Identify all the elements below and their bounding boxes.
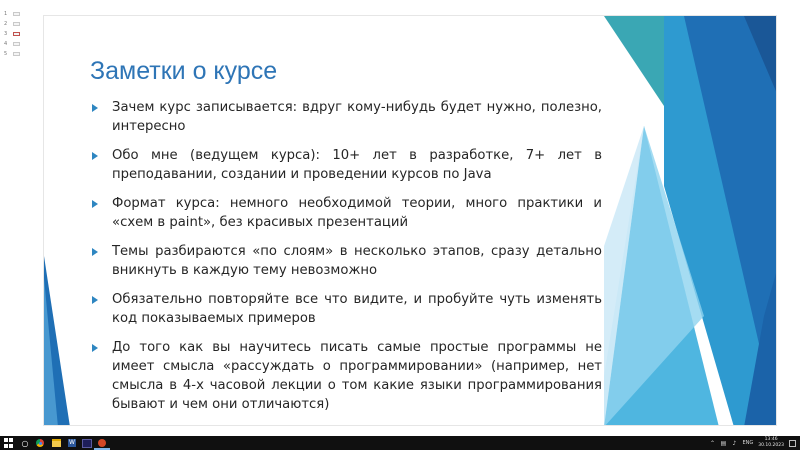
language-indicator[interactable]: ENG <box>742 440 754 446</box>
slide-number: 2 <box>4 21 8 27</box>
bullet-list <box>90 98 602 424</box>
slide-number: 3 <box>4 31 8 37</box>
slide-thumbnail-pane <box>0 0 24 60</box>
network-icon[interactable]: ▤ <box>720 439 727 447</box>
bullet-item <box>90 338 602 414</box>
bullet-item <box>90 242 602 280</box>
slide-thumbnail[interactable] <box>2 40 24 48</box>
bullet-arrow-icon <box>92 104 98 112</box>
file-explorer-icon[interactable] <box>51 438 61 448</box>
bullet-arrow-icon <box>92 200 98 208</box>
chevron-up-icon[interactable]: ⌃ <box>709 439 715 447</box>
slide-thumbnail[interactable] <box>2 50 24 58</box>
bullet-text: Темы разбираются «по слоям» в несколько этапов, сразу детально вникнуть в каждую тему невозможно <box>112 244 602 278</box>
bullet-item <box>90 194 602 232</box>
clock-date: 30.10.2023 <box>758 443 784 448</box>
bullet-text: Обязательно повторяйте все что видите, и пробуйте чуть изменять код показываемых примеров <box>112 292 602 326</box>
notification-icon[interactable] <box>789 440 796 447</box>
bullet-arrow-icon <box>92 248 98 256</box>
slide-number: 1 <box>4 11 8 17</box>
slide-thumbnail[interactable] <box>2 10 24 18</box>
word-icon[interactable]: W <box>69 439 75 446</box>
volume-icon[interactable]: ♪ <box>732 439 737 447</box>
slide-thumbnail-preview <box>13 32 20 36</box>
bullet-arrow-icon <box>92 296 98 304</box>
clock[interactable] <box>758 437 784 449</box>
bullet-item <box>90 98 602 136</box>
slide-thumbnail-preview <box>13 12 20 16</box>
system-tray <box>709 436 796 450</box>
slide-thumbnail[interactable] <box>2 20 24 28</box>
slide-canvas[interactable] <box>43 15 777 426</box>
bullet-text: Формат курса: немного необходимой теории, много практики и «схем в paint», без красивых презентаций <box>112 196 602 230</box>
clock-time: 13:46 <box>764 437 778 442</box>
windows-start-icon[interactable] <box>3 438 13 448</box>
slide-thumbnail-preview <box>13 52 20 56</box>
bullet-text: До того как вы научитесь писать самые простые программы не имеет смысла «рассуждать о программировании» (например, нет смысла в 4-х часовой лекции о том какие языки программирования бывают и чем они отличаются) <box>112 340 602 412</box>
search-icon[interactable]: ○ <box>21 438 29 448</box>
slide-thumbnail-preview <box>13 22 20 26</box>
slide-thumbnail-active[interactable] <box>2 30 24 38</box>
powerpoint-icon[interactable] <box>96 438 108 448</box>
taskbar <box>0 436 800 450</box>
bullet-arrow-icon <box>92 152 98 160</box>
bullet-arrow-icon <box>92 344 98 352</box>
bullet-item <box>90 290 602 328</box>
bullet-text: Зачем курс записывается: вдруг кому-нибудь будет нужно, полезно, интересно <box>112 100 602 134</box>
slide-thumbnail-preview <box>13 42 20 46</box>
chrome-icon[interactable] <box>35 438 45 448</box>
slide-title: Заметки о курсе <box>90 57 278 85</box>
bullet-item <box>90 146 602 184</box>
slide-number: 5 <box>4 51 8 57</box>
slide-number: 4 <box>4 41 8 47</box>
bullet-text: Обо мне (ведущем курса): 10+ лет в разработке, 7+ лет в преподавании, создании и проведении курсов по Java <box>112 148 602 182</box>
terminal-icon[interactable] <box>82 438 92 448</box>
